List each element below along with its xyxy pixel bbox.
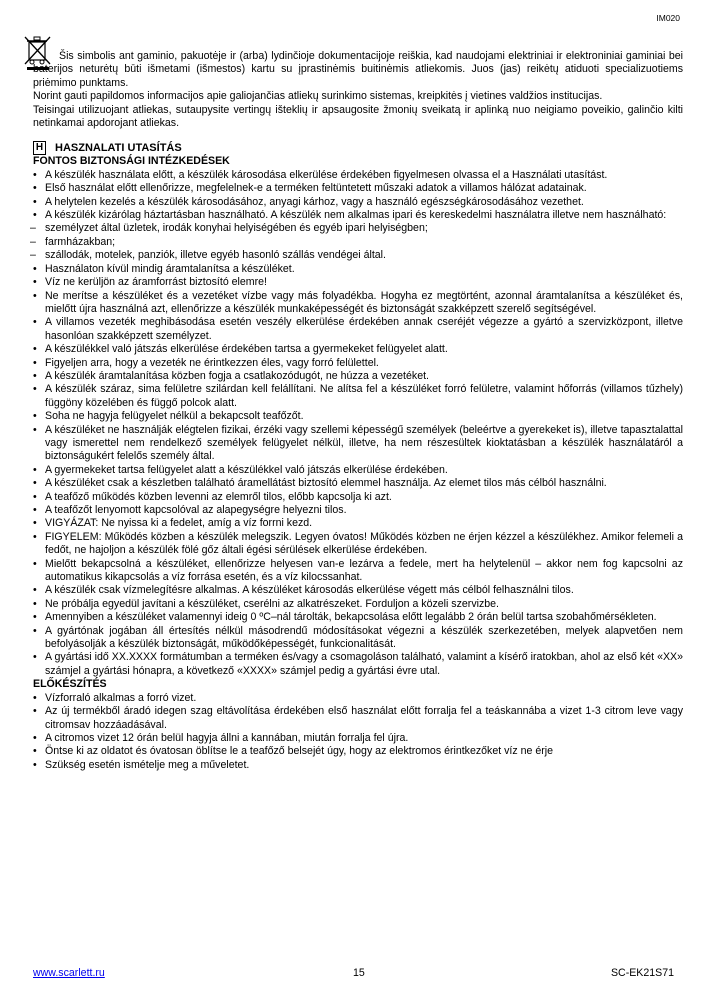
page-content <box>33 36 683 772</box>
list-item: • Szükség esetén ismételje meg a műveletet. <box>33 759 683 772</box>
list-item: • Vízforraló alkalmas a forró vizet. <box>33 692 683 705</box>
list-item: • Víz ne kerüljön az áramforrást biztosító elemre! <box>33 276 683 289</box>
list-item: • Soha ne hagyja felügyelet nélkül a bekapcsolt teafőzőt. <box>33 410 683 423</box>
sub-list-item: – farmházakban; <box>33 236 683 249</box>
list-item: • A készülék használata előtt, a készülék károsodása elkerülése érdekében figyelmesen olvassa el a Használati utasítást. <box>33 169 683 182</box>
list-item: • A készülék csak vízmelegítésre alkalmas. A készüléket károsodás elkerülése végett más célból felhasználni tilos. <box>33 584 683 597</box>
list-item: • A villamos vezeték meghibásodása esetén veszély elkerülése érdekében annak cseréjét végezze a gyártó a szervizközpont, illetve hasonlóan szakképzett személyzet. <box>33 316 683 343</box>
disposal-paragraph: Norint gauti papildomos informacijos apie galiojančias atliekų surinkimo sistemas, kreipkitės į vietines valdžios institucijas. <box>33 90 603 103</box>
sub-list-item: – szállodák, motelek, panziók, illetve egyéb hasonló szállás vendégei által. <box>33 249 683 262</box>
language-code-box: H <box>33 141 46 155</box>
list-item: • A készülék száraz, sima felületre szilárdan kell felállítani. Ne alítsa fel a készüléket forró felületre, valamint hőforrás (villamos tűzhely) függöny közelében és függő polcok alatt. <box>33 383 683 410</box>
list-item: • Használaton kívül mindig áramtalanítsa a készüléket. <box>33 263 683 276</box>
list-item: • A citromos vizet 12 órán belül hagyja állni a kannában, miután forralja fel újra. <box>33 732 683 745</box>
list-item: • A gyártónak jogában áll értesítés nélkül másodrendű módosításokat végezni a készülék szerkezetében, melyek alapvetően nem befolyásolják a készülék biztonságát, működőképességét, funkcionalitását. <box>33 625 683 652</box>
list-item: • A gyártási idő XX.XXXX formátumban a terméken és/vagy a csomagoláson található, valamint a kísérő iratokban, ahol az első két «XX» számjel a gyártási hónapra, a következő «XXXX» számjel pedig a gyártási évre utal. <box>33 651 683 678</box>
list-item: • Ne próbálja egyedül javítani a készüléket, cserélni az alkatrészeket. Forduljon a közeli szervizbe. <box>33 598 683 611</box>
list-item: • VIGYÁZAT: Ne nyissa ki a fedelet, amíg a víz forrni kezd. <box>33 517 683 530</box>
model-number: SC-EK21S71 <box>610 967 674 979</box>
section-heading <box>33 141 683 155</box>
preparation-heading: ELŐKÉSZÍTÉS <box>33 678 107 691</box>
disposal-notice <box>33 50 683 130</box>
list-item: • Figyeljen arra, hogy a vezeték ne érintkezzen éles, vagy forró felülettel. <box>33 357 683 370</box>
section-title: HASZNALATI UTASÍTÁS <box>55 141 182 154</box>
list-item: • Ne merítse a készüléket és a vezetéket vízbe vagy más folyadékba. Hogyha ez megtörtént, azonnal áramtalanítsa a készüléket és, mielőtt újra használná azt, ellenőrizze a készülék munkaképességét és biztonságát szakképzett szerelő segítségével. <box>33 290 683 317</box>
list-item: • Első használat előtt ellenőrizze, megfelelnek-e a terméken feltüntetett műszaki adatok a villamos hálózat adatainak. <box>33 182 683 195</box>
list-item: • A készülék kizárólag háztartásban használható. A készülék nem alkalmas ipari és kereskedelmi használatra illetve nem használható: <box>33 209 683 222</box>
page-number: 15 <box>353 967 365 979</box>
sub-list-item: – személyzet által üzletek, irodák konyhai helyiségében és egyéb ipari helyiségben; <box>33 222 683 235</box>
list-item: • Mielőtt bekapcsolná a készüléket, ellenőrizze helyesen van-e lezárva a fedele, mert ha helytelenül – akkor nem fog kapcsolni az automatikus kikapcsolás a víz forrása esetén, és a víz kilocssanhat. <box>33 558 683 585</box>
list-item: • A készülékkel való játszás elkerülése érdekében tartsa a gyermekeket felügyelet alatt. <box>33 343 683 356</box>
safety-list <box>33 169 683 678</box>
document-code: IM020 <box>656 13 680 23</box>
list-item: • A gyermekeket tartsa felügyelet alatt a készülékkel való játszás elkerülése érdekében. <box>33 464 683 477</box>
list-item: • A készüléket csak a készletben található áramellátást biztosító elemmel használja. Az elemet tilos más célból használni. <box>33 477 683 490</box>
list-item: • A készülék áramtalanítása közben fogja a csatlakozódugót, ne húzza a vezetéket. <box>33 370 683 383</box>
list-item: • A teafőző működés közben levenni az elemről tilos, előbb kapcsolja ki azt. <box>33 491 683 504</box>
safety-heading: FONTOS BIZTONSÁGI INTÉZKEDÉSEK <box>33 155 230 168</box>
disposal-paragraph: Teisingai utilizuojant atliekas, sutaupysite vertingų išteklių ir apsaugosite žmonių sveikatą ir aplinką nuo neigiamo poveikio, galinčio kilti netinkamai apdorojant atliekas. <box>33 103 683 130</box>
list-item: • FIGYELEM: Működés közben a készülék melegszik. Legyen óvatos! Működés közben ne érjen kézzel a készülékhez. Amikor felemeli a fedőt, ne hajoljon a készülék fölé gőz általi égési sérülések elkerülése érdekében. <box>33 531 683 558</box>
list-item: • Öntse ki az oldatot és óvatosan öblítse le a teafőző belsejét úgy, hogy az elektromos érintkezőket víz ne érje <box>33 745 683 758</box>
list-item: • A készüléket ne használják elégtelen fizikai, érzéki vagy szellemi képességű személyek (beleértve a gyerekeket is), illetve tapasztalattal vagy ismerettel nem rendelkező személyek felügyelet nélkül, illetve, ha nem részesültek kioktatásban a készülék használatáról a biztonságukért felelős személy által. <box>33 424 683 464</box>
list-item: • Az új termékből áradó idegen szag eltávolítása érdekében első használat előtt forralja fel a teáskannába a vizet 1-3 citrom leve vagy citromsav hozzáadásával. <box>33 705 683 732</box>
list-item: • A helytelen kezelés a készülék károsodásához, anyagi kárhoz, vagy a használó egészségkárosodásához vezethet. <box>33 196 683 209</box>
list-item: • A teafőzőt lenyomott kapcsolóval az alapegységre helyezni tilos. <box>33 504 683 517</box>
disposal-paragraph: Šis simbolis ant gaminio, pakuotėje ir (arba) lydinčioje dokumentacijoje reiškia, kad naudojami elektriniai ir elektroniniai gaminiai bei baterijos neturėtų būti išmetami (išmestos) kartu su įprastinėmis buitinėmis atliekomis. Juos (jas) reikėtų atiduoti specializuotiems priėmimo punktams. <box>33 50 683 89</box>
website-link[interactable]: www.scarlett.ru <box>33 967 105 979</box>
list-item: • Amennyiben a készüléket valamennyi ideig 0 ºC–nál tárolták, bekapcsolása előtt legalább 2 órán belül tartsa szobahőmérsékleten. <box>33 611 683 624</box>
preparation-list <box>33 692 683 772</box>
